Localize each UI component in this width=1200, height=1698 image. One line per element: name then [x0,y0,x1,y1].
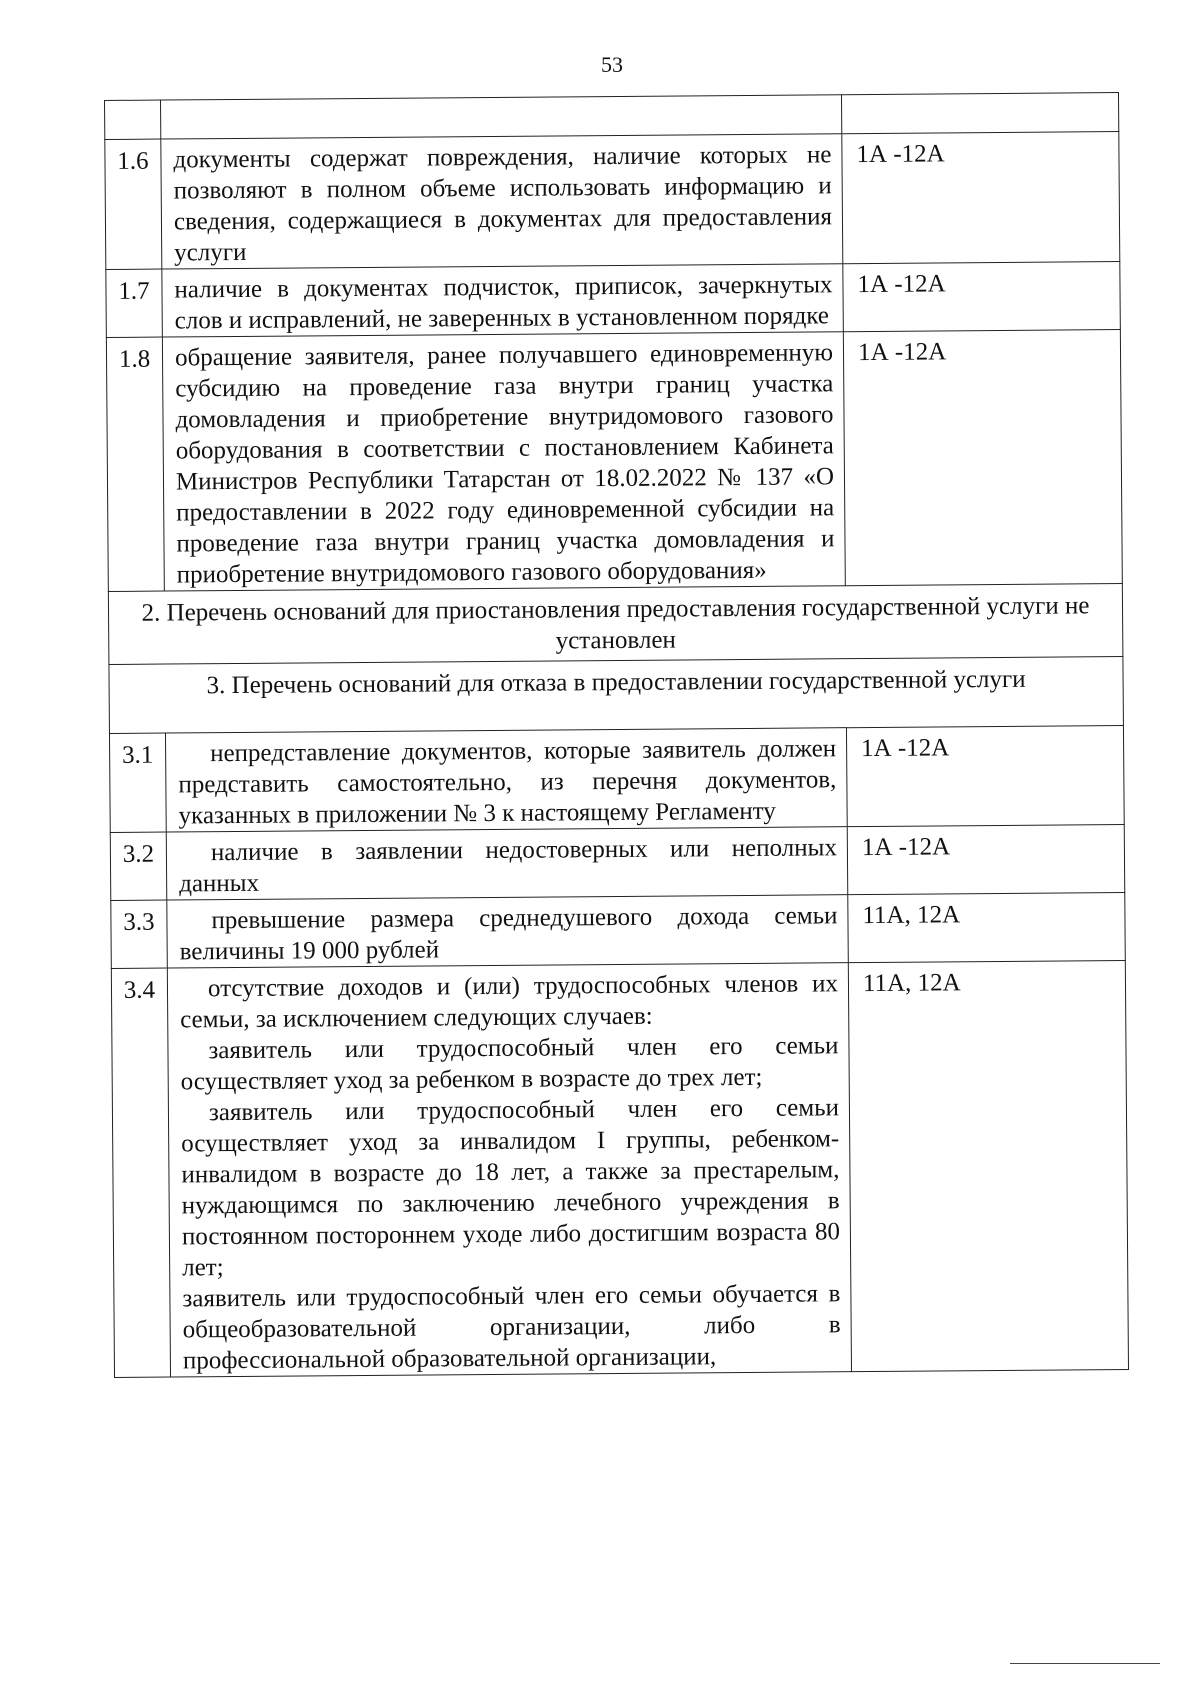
section-row [109,657,1124,734]
section-2-heading: 2. Перечень оснований для приостановления предоставления государственной услуги не установлен [108,584,1123,665]
table-row [105,132,1120,270]
header-cell-number [105,100,161,139]
row-code: 11А, 12А [848,893,1126,963]
row-paragraph: заявитель или трудоспособный член его семьи обучается в общеобразовательной организации, либо в профессиональной образовательной организации, [182,1280,841,1375]
table-row [111,961,1128,1378]
row-code: 1А -12А [847,825,1125,895]
table-row [111,893,1126,969]
row-text: документы содержат повреждения, наличие которых не позволяют в полном объеме использовать информацию и сведения, содержащиеся в документах для предоставления услуги [161,134,843,269]
row-number: 3.4 [111,968,170,1377]
row-code: 11А, 12А [848,961,1128,1372]
row-number: 3.1 [109,733,166,832]
row-paragraph: заявитель или трудоспособный член его семьи осуществляет уход за инвалидом I группы, ребенком-инвалидом в возрасте до 18 лет, а также за престарелым, нуждающимся по заключению лечебного учреждения в постоянном постороннем уходе либо достигшим возраста 80 лет; [181,1094,841,1282]
footer-rule [1010,1663,1160,1664]
row-text: обращение заявителя, ранее получавшего единовременную субсидию на проведение газа внутри границ участка домовладения и приобретение внутридомового газового оборудования в соответствии с постановлением Кабинета Министров Республики Татарстан от 18.02.2022 № 137 «О предоставлении в 2022 году единовременной субсидии на проведение газа внутри границ участка домовладения и приобретение внутридомового газового оборудования» [162,332,845,591]
row-number: 1.7 [106,269,163,337]
row-code: 1А -12А [842,132,1120,264]
row-number: 1.8 [106,337,164,591]
table-row [109,726,1124,833]
table-row [106,330,1122,592]
row-text: наличие в заявлении недостоверных или неполных данных [166,827,848,900]
document-table-area [104,92,1129,1378]
row-text [167,963,851,1377]
header-cell-text [161,95,842,139]
row-number: 1.6 [105,139,162,269]
table-row [106,262,1121,338]
section-row [108,584,1123,665]
row-code: 1А -12А [843,262,1121,332]
row-text: наличие в документах подчисток, приписок, зачеркнутых слов и исправлений, не заверенных в установленном порядке [162,264,844,337]
section-3-heading: 3. Перечень оснований для отказа в предоставлении государственной услуги [109,657,1124,734]
row-paragraph: заявитель или трудоспособный член его семьи осуществляет уход за ребенком в возрасте до трех лет; [180,1032,839,1096]
table-row [110,825,1125,901]
row-text: непредставление документов, которые заявитель должен представить самостоятельно, из перечня документов, указанных в приложении № 3 к настоящему Регламенту [165,728,847,832]
row-number: 3.2 [110,832,167,900]
header-cell-code [841,93,1118,134]
row-number: 3.3 [111,900,168,968]
row-code: 1А -12А [843,330,1122,586]
row-paragraph: отсутствие доходов и (или) трудоспособных членов их семьи, за исключением следующих случаев: [180,970,839,1034]
grounds-table [104,92,1129,1378]
row-code: 1А -12А [846,726,1124,827]
row-text: превышение размера среднедушевого дохода семьи величины 19 000 рублей [167,895,849,968]
page-number: 53 [601,52,623,77]
